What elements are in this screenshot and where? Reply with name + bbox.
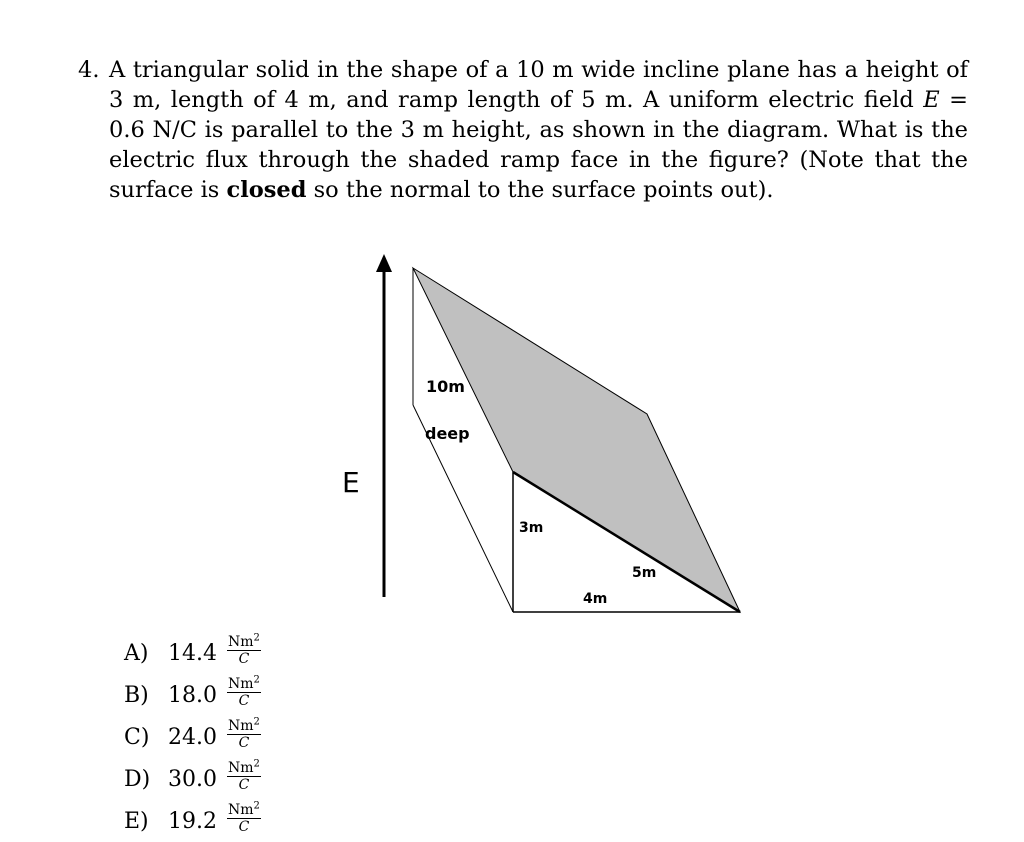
- unit-fraction: $\frac{Nm^2}{C}$: [227, 631, 260, 667]
- question-number: 4.: [78, 57, 100, 83]
- depth-value-label: 10m: [426, 377, 465, 396]
- choice-letter: D): [124, 766, 151, 792]
- choice-d[interactable]: [124, 758, 424, 800]
- unit-fraction: $\frac{Nm^2}{C}$: [227, 715, 260, 751]
- unit-fraction: $\frac{Nm^2}{C}$: [227, 757, 260, 793]
- choice-letter: C): [124, 724, 150, 750]
- choice-value: 24.0: [168, 724, 217, 750]
- bold-word-closed: closed: [226, 177, 307, 203]
- height-label: 3m: [519, 520, 544, 536]
- ramp-label: 5m: [632, 565, 657, 581]
- choice-c[interactable]: [124, 716, 424, 758]
- question-text-part2: = 0.6 N/C is parallel to the 3 m height, as shown in the diagram. What is the electric flux through the shaded ramp face in the figure? (Note that the surface is: [109, 87, 968, 203]
- question-text-part3: so the normal to the surface points out).: [306, 177, 774, 203]
- choice-value: 18.0: [168, 682, 217, 708]
- length-label: 4m: [583, 591, 608, 607]
- field-arrowhead: [376, 254, 392, 272]
- choice-letter: A): [124, 640, 149, 666]
- field-label: E: [342, 466, 360, 499]
- question-text-part1: A triangular solid in the shape of a 10 m wide incline plane has a height of 3 m, length of 4 m, and ramp length of 5 m. A uniform electric field: [109, 57, 968, 113]
- choice-a[interactable]: [124, 632, 424, 674]
- unit-fraction: $\frac{Nm^2}{C}$: [227, 673, 260, 709]
- answer-choices: [124, 632, 424, 842]
- choice-value: 14.4: [168, 640, 217, 666]
- choice-value: 19.2: [168, 808, 217, 834]
- field-symbol: E: [923, 87, 940, 113]
- unit-fraction: $\frac{Nm^2}{C}$: [227, 799, 260, 835]
- choice-b[interactable]: [124, 674, 424, 716]
- depth-word-label: deep: [425, 424, 470, 443]
- choice-letter: E): [124, 808, 149, 834]
- choice-e[interactable]: [124, 800, 424, 842]
- choice-letter: B): [124, 682, 149, 708]
- choice-value: 30.0: [168, 766, 217, 792]
